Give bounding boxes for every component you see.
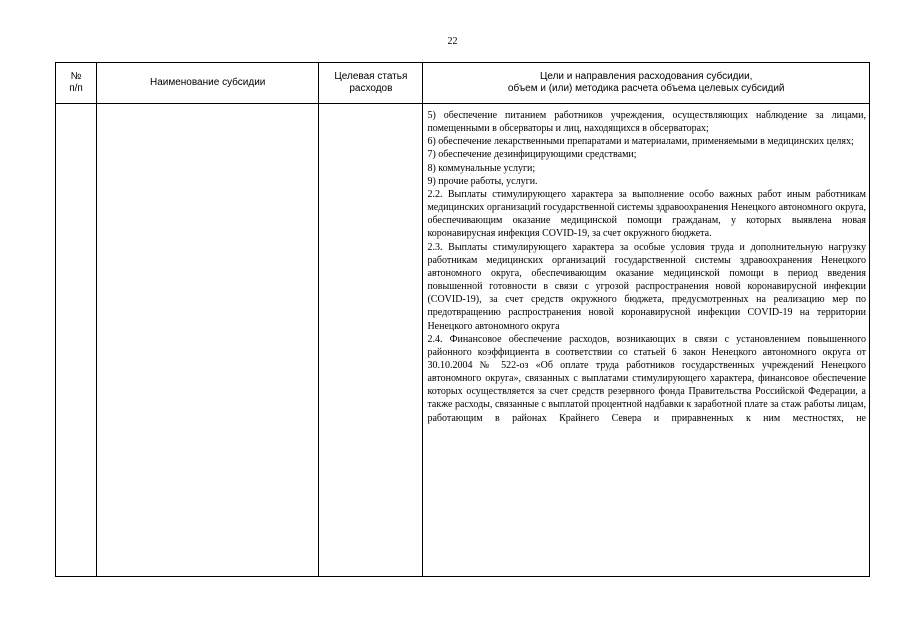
paragraph-item-6: 6) обеспечение лекарственными препаратами и материалами, применяемыми в медицинских целях; [427,136,854,148]
paragraph-2-4: 2.4. Финансовое обеспечение расходов, возникающих в связи с установлением повышенного районного коэффициента в соответствии со статьей 6 закон Ненецкого автономного округа от 30.10.2004 № 522-оз «Об оплате труда работников государственных учреждений Ненецкого автономного округа», связанных с выплатами стимулирующего характера, финансовое обеспечение которых осуществляется за счет средств резервного фонда Правительства Российской Федерации, а также расходы, связанные с выплатой процентной надбавки к заработной плате за стаж работы лицам, работающим в районах Крайнего Севера и приравненных к ним местностях, не [427,333,866,424]
header-goals-line-1: Цели и направления расходования субсидии, [539,71,753,82]
cell-number [56,104,97,577]
paragraph-2-3: 2.3. Выплаты стимулирующего характера за особые условия труда и дополнительную нагрузку работникам медицинских организаций государственной системы здравоохранения Ненецкого автономного округа, обеспечивающим оказание медицинской помощи в период введения повышенной готовности в связи с угрозой распространения новой коронавирусной инфекции (COVID-19), за счет средств окружного бюджета, предусмотренных на реализацию мер по предотвращению распространения новой коронавирусной инфекции COVID-19 на территории Ненецкого автономного округа [427,241,866,332]
header-target-article [319,63,423,104]
header-number-line-1: № [70,71,82,82]
header-goals-line-2: объем и (или) методика расчета объема целевых субсидий [507,83,785,94]
paragraph-item-8: 8) коммунальные услуги; [427,162,536,174]
paragraph-item-9: 9) прочие работы, услуги. [427,175,538,187]
cell-target-article [319,104,423,577]
header-number [56,63,97,104]
cell-goals [423,104,870,577]
header-article-line-2: расходов [349,83,393,94]
table-header-row [56,63,870,104]
cell-subsidy-name [97,104,319,577]
header-number-line-2: п/п [69,83,83,94]
paragraph-item-5: 5) обеспечение питанием работников учреждения, осуществляющих наблюдение за лицами, помещенными в обсерваторы и лиц, находящихся в обсерваторах; [427,110,866,135]
header-goals [423,63,870,104]
page-number: 22 [447,36,458,47]
header-subsidy-name: Наименование субсидии [97,63,319,104]
table-row [56,104,870,577]
paragraph-item-7: 7) обеспечение дезинфицирующими средствами; [427,149,637,161]
subsidy-table [55,62,870,577]
paragraph-2-2: 2.2. Выплаты стимулирующего характера за выполнение особо важных работ иным работникам медицинских организаций государственной системы здравоохранения Ненецкого автономного округа, обеспечивающим оказание медицинской помощи гражданам, у которых выявлена новая коронавирусная инфекция COVID-19, за счет окружного бюджета. [427,188,866,240]
header-article-line-1: Целевая статья [334,71,408,82]
